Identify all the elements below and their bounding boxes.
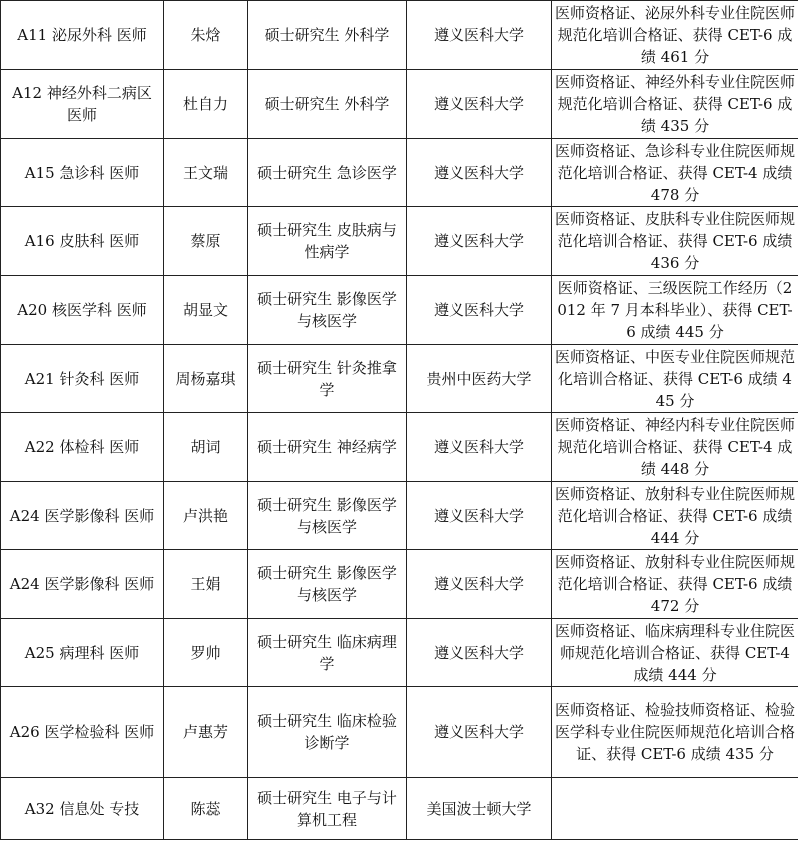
degree-cell: 硕士研究生 影像医学与核医学 <box>248 550 407 619</box>
degree-cell: 硕士研究生 外科学 <box>248 1 407 70</box>
degree-cell: 硕士研究生 影像医学与核医学 <box>248 276 407 345</box>
post-cell: A32 信息处 专技 <box>1 778 164 840</box>
table-row <box>1 276 798 345</box>
school-cell: 遵义医科大学 <box>407 276 552 345</box>
name-cell: 胡词 <box>164 413 248 482</box>
post-cell: A12 神经外科二病区 医师 <box>1 70 164 139</box>
name-cell: 王文瑞 <box>164 139 248 207</box>
qualification-cell <box>552 778 798 840</box>
qualification-cell: 医师资格证、急诊科专业住院医师规范化培训合格证、获得 CET-4 成绩 478 分 <box>552 139 798 207</box>
table-row <box>1 778 798 840</box>
name-cell: 卢惠芳 <box>164 687 248 778</box>
qualification-cell: 医师资格证、神经外科专业住院医师规范化培训合格证、获得 CET-6 成绩 435 分 <box>552 70 798 139</box>
name-cell: 胡显文 <box>164 276 248 345</box>
post-cell: A24 医学影像科 医师 <box>1 482 164 550</box>
post-cell: A25 病理科 医师 <box>1 619 164 687</box>
name-cell: 卢洪艳 <box>164 482 248 550</box>
degree-cell: 硕士研究生 急诊医学 <box>248 139 407 207</box>
school-cell: 遵义医科大学 <box>407 139 552 207</box>
post-cell: A20 核医学科 医师 <box>1 276 164 345</box>
degree-cell: 硕士研究生 神经病学 <box>248 413 407 482</box>
name-cell: 杜自力 <box>164 70 248 139</box>
table-row <box>1 207 798 276</box>
qualification-cell: 医师资格证、检验技师资格证、检验医学科专业住院医师规范化培训合格证、获得 CET-6 成绩 435 分 <box>552 687 798 778</box>
post-cell: A24 医学影像科 医师 <box>1 550 164 619</box>
qualification-cell: 医师资格证、神经内科专业住院医师规范化培训合格证、获得 CET-4 成绩 448 分 <box>552 413 798 482</box>
name-cell: 王娟 <box>164 550 248 619</box>
qualification-cell: 医师资格证、放射科专业住院医师规范化培训合格证、获得 CET-6 成绩 472 分 <box>552 550 798 619</box>
school-cell: 美国波士顿大学 <box>407 778 552 840</box>
table-row <box>1 70 798 139</box>
table-row <box>1 413 798 482</box>
name-cell: 罗帅 <box>164 619 248 687</box>
qualification-cell: 医师资格证、放射科专业住院医师规范化培训合格证、获得 CET-6 成绩 444 分 <box>552 482 798 550</box>
post-cell: A26 医学检验科 医师 <box>1 687 164 778</box>
post-cell: A15 急诊科 医师 <box>1 139 164 207</box>
degree-cell: 硕士研究生 临床病理学 <box>248 619 407 687</box>
school-cell: 遵义医科大学 <box>407 1 552 70</box>
school-cell: 遵义医科大学 <box>407 687 552 778</box>
table-row <box>1 687 798 778</box>
school-cell: 遵义医科大学 <box>407 482 552 550</box>
table-row <box>1 1 798 70</box>
name-cell: 陈蕊 <box>164 778 248 840</box>
degree-cell: 硕士研究生 皮肤病与性病学 <box>248 207 407 276</box>
post-cell: A21 针灸科 医师 <box>1 345 164 413</box>
school-cell: 遵义医科大学 <box>407 550 552 619</box>
degree-cell: 硕士研究生 电子与计算机工程 <box>248 778 407 840</box>
degree-cell: 硕士研究生 针灸推拿学 <box>248 345 407 413</box>
school-cell: 遵义医科大学 <box>407 70 552 139</box>
table-row <box>1 139 798 207</box>
school-cell: 遵义医科大学 <box>407 413 552 482</box>
qualification-cell: 医师资格证、泌尿外科专业住院医师规范化培训合格证、获得 CET-6 成绩 461 分 <box>552 1 798 70</box>
qualification-cell: 医师资格证、临床病理科专业住院医师规范化培训合格证、获得 CET-4 成绩 444 分 <box>552 619 798 687</box>
school-cell: 贵州中医药大学 <box>407 345 552 413</box>
table-row <box>1 619 798 687</box>
table-row <box>1 482 798 550</box>
degree-cell: 硕士研究生 外科学 <box>248 70 407 139</box>
qualification-cell: 医师资格证、三级医院工作经历（2012 年 7 月本科毕业）、获得 CET-6 成绩 445 分 <box>552 276 798 345</box>
name-cell: 周杨嘉琪 <box>164 345 248 413</box>
degree-cell: 硕士研究生 影像医学与核医学 <box>248 482 407 550</box>
post-cell: A11 泌尿外科 医师 <box>1 1 164 70</box>
qualification-cell: 医师资格证、中医专业住院医师规范化培训合格证、获得 CET-6 成绩 445 分 <box>552 345 798 413</box>
table-row <box>1 345 798 413</box>
name-cell: 朱焓 <box>164 1 248 70</box>
name-cell: 蔡原 <box>164 207 248 276</box>
qualification-cell: 医师资格证、皮肤科专业住院医师规范化培训合格证、获得 CET-6 成绩 436 分 <box>552 207 798 276</box>
school-cell: 遵义医科大学 <box>407 619 552 687</box>
school-cell: 遵义医科大学 <box>407 207 552 276</box>
post-cell: A22 体检科 医师 <box>1 413 164 482</box>
post-cell: A16 皮肤科 医师 <box>1 207 164 276</box>
table-row <box>1 550 798 619</box>
degree-cell: 硕士研究生 临床检验诊断学 <box>248 687 407 778</box>
